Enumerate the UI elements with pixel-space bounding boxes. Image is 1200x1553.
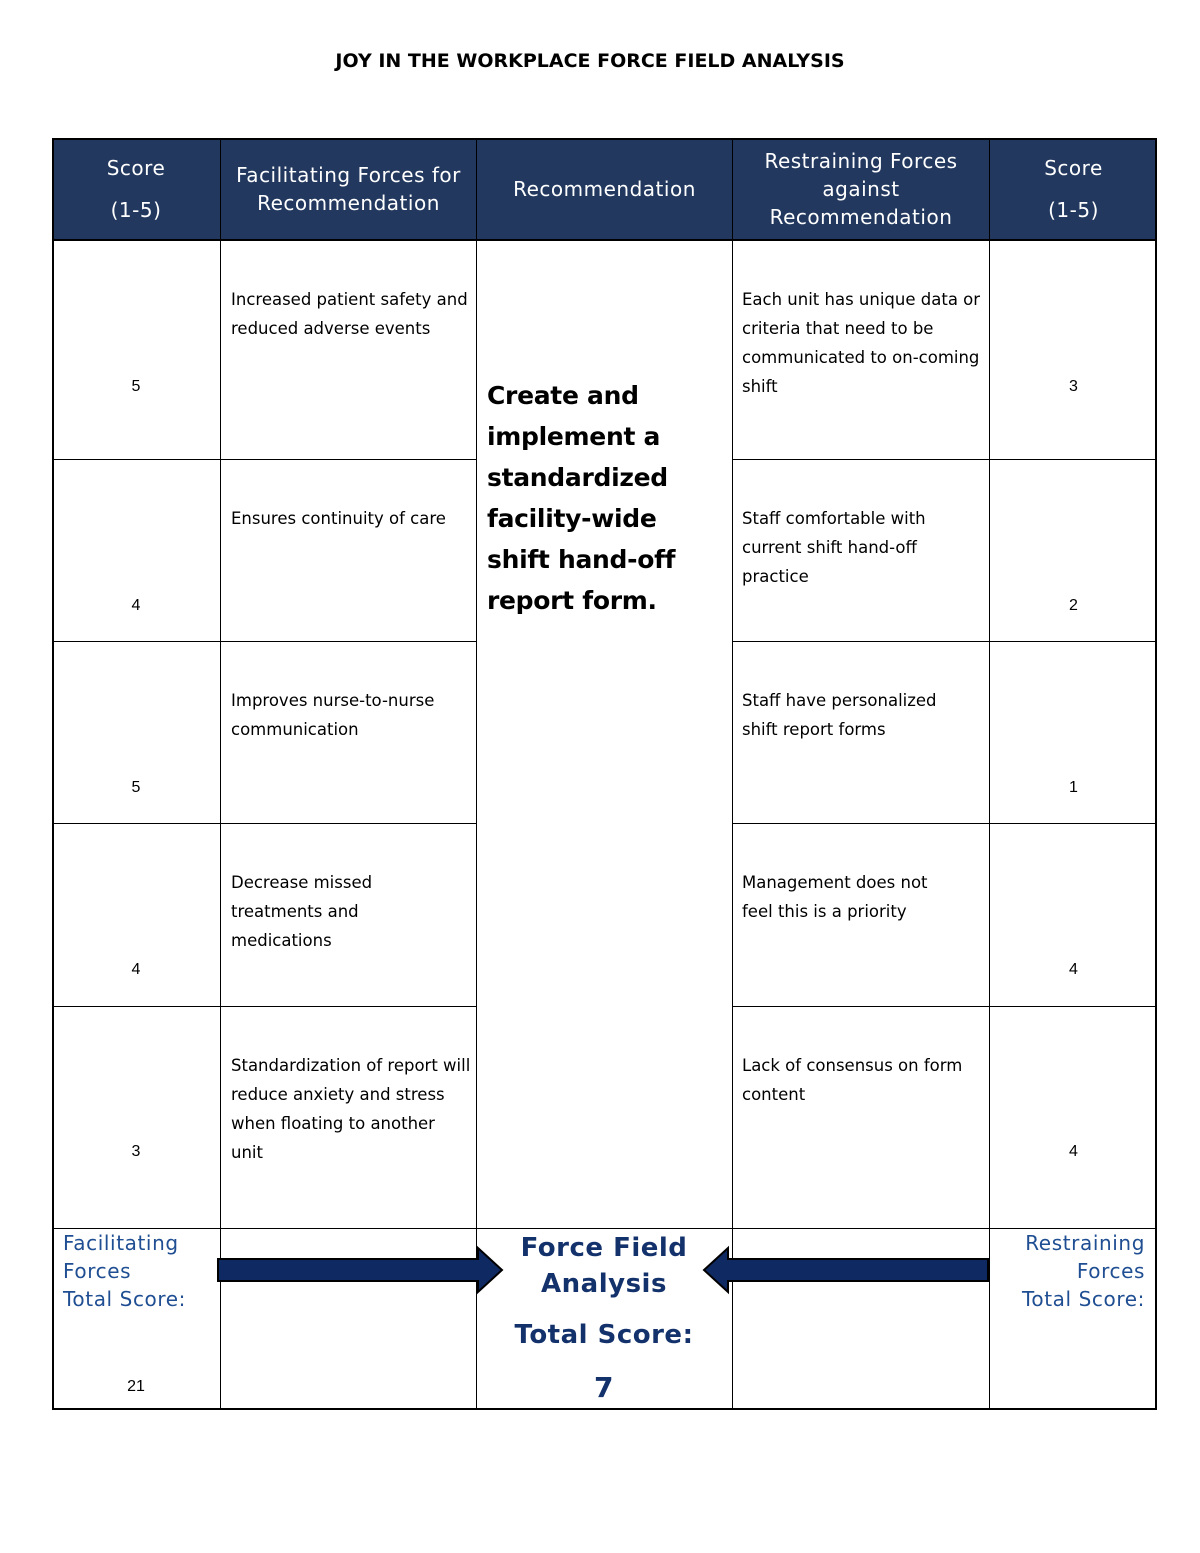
table-top-border <box>52 138 1157 140</box>
facilitating-total-label-line2: Forces <box>63 1259 132 1283</box>
restraining-score-5: 4 <box>1069 1143 1078 1160</box>
facilitating-total-score: 21 <box>127 1378 145 1395</box>
restraining-force-5: Lack of consensus on form content <box>742 1056 963 1104</box>
facilitating-total-label-line1: Facilitating <box>63 1231 179 1255</box>
center-total-value: 7 <box>594 1371 614 1404</box>
force-field-table <box>52 138 1157 1410</box>
row-divider-1-left <box>52 459 477 460</box>
header-recommendation: Recommendation <box>477 138 732 240</box>
right-arrow-icon <box>216 1245 506 1295</box>
force-field-title-line1: Force Field <box>520 1233 688 1263</box>
facilitating-score-1: 5 <box>131 378 141 395</box>
header-score-left <box>52 138 220 240</box>
facilitating-score-3: 5 <box>131 779 141 796</box>
table-left-border <box>52 138 54 1410</box>
force-field-analysis-title <box>478 1230 730 1302</box>
row-divider-3-right <box>732 823 1157 824</box>
header-bottom-border <box>52 239 1157 241</box>
header-score-left-line2: (1-5) <box>110 198 162 222</box>
facilitating-total-label-line3: Total Score: <box>63 1287 187 1311</box>
header-score-left-line1: Score <box>106 156 166 180</box>
restraining-score-1: 3 <box>1069 378 1078 395</box>
header-facilitating: Facilitating Forces for Recommendation <box>221 138 476 240</box>
restraining-force-1: Each unit has unique data or criteria that need to be communicated to on-coming shift <box>742 290 981 396</box>
restraining-score-2: 2 <box>1069 597 1078 614</box>
facilitating-force-4: Decrease missed treatments and medications <box>231 873 373 950</box>
restraining-force-2: Staff comfortable with current shift hand-off practice <box>742 509 926 586</box>
table-bottom-border <box>52 1408 1157 1410</box>
force-field-title-line2: Analysis <box>541 1269 667 1299</box>
restraining-total-label-line3: Total Score: <box>1021 1287 1145 1311</box>
row-divider-2-right <box>732 641 1157 642</box>
header-restraining: Restraining Forces against Recommendation <box>733 138 989 240</box>
row-divider-2-left <box>52 641 477 642</box>
facilitating-total-label <box>63 1229 186 1313</box>
restraining-total-label <box>997 1229 1145 1313</box>
facilitating-force-2: Ensures continuity of care <box>231 509 446 528</box>
column-divider-3 <box>732 138 733 1410</box>
column-divider-2 <box>476 138 477 1410</box>
header-score-right-line2: (1-5) <box>1048 198 1099 222</box>
row-divider-1-right <box>732 459 1157 460</box>
facilitating-score-2: 4 <box>131 597 141 614</box>
facilitating-force-1: Increased patient safety and reduced adverse events <box>231 290 468 338</box>
left-arrow-icon <box>702 1245 992 1295</box>
column-divider-1 <box>220 138 221 1410</box>
totals-top-border <box>52 1228 1157 1229</box>
restraining-score-4: 4 <box>1069 961 1078 978</box>
header-score-right <box>990 138 1157 240</box>
restraining-force-3: Staff have personalized shift report forms <box>742 691 937 739</box>
restraining-score-3: 1 <box>1069 779 1078 796</box>
facilitating-score-4: 4 <box>131 961 141 978</box>
row-divider-3-left <box>52 823 477 824</box>
recommendation-text: Create and implement a standardized facility-wide shift hand-off report form. <box>487 381 676 615</box>
center-total-label: Total Score: <box>514 1320 694 1350</box>
restraining-total-label-line2: Forces <box>1076 1259 1145 1283</box>
facilitating-score-5: 3 <box>131 1143 141 1160</box>
header-score-right-line1: Score <box>1044 156 1103 180</box>
document-title: JOY IN THE WORKPLACE FORCE FIELD ANALYSIS <box>335 50 845 72</box>
restraining-force-4: Management does not feel this is a priority <box>742 873 928 921</box>
facilitating-force-5: Standardization of report will reduce anxiety and stress when floating to another unit <box>231 1056 471 1162</box>
row-divider-4-left <box>52 1006 477 1007</box>
table-right-border <box>1155 138 1157 1410</box>
restraining-total-label-line1: Restraining <box>1025 1231 1145 1255</box>
facilitating-force-3: Improves nurse-to-nurse communication <box>231 691 435 739</box>
row-divider-4-right <box>732 1006 1157 1007</box>
column-divider-4 <box>989 138 990 1410</box>
